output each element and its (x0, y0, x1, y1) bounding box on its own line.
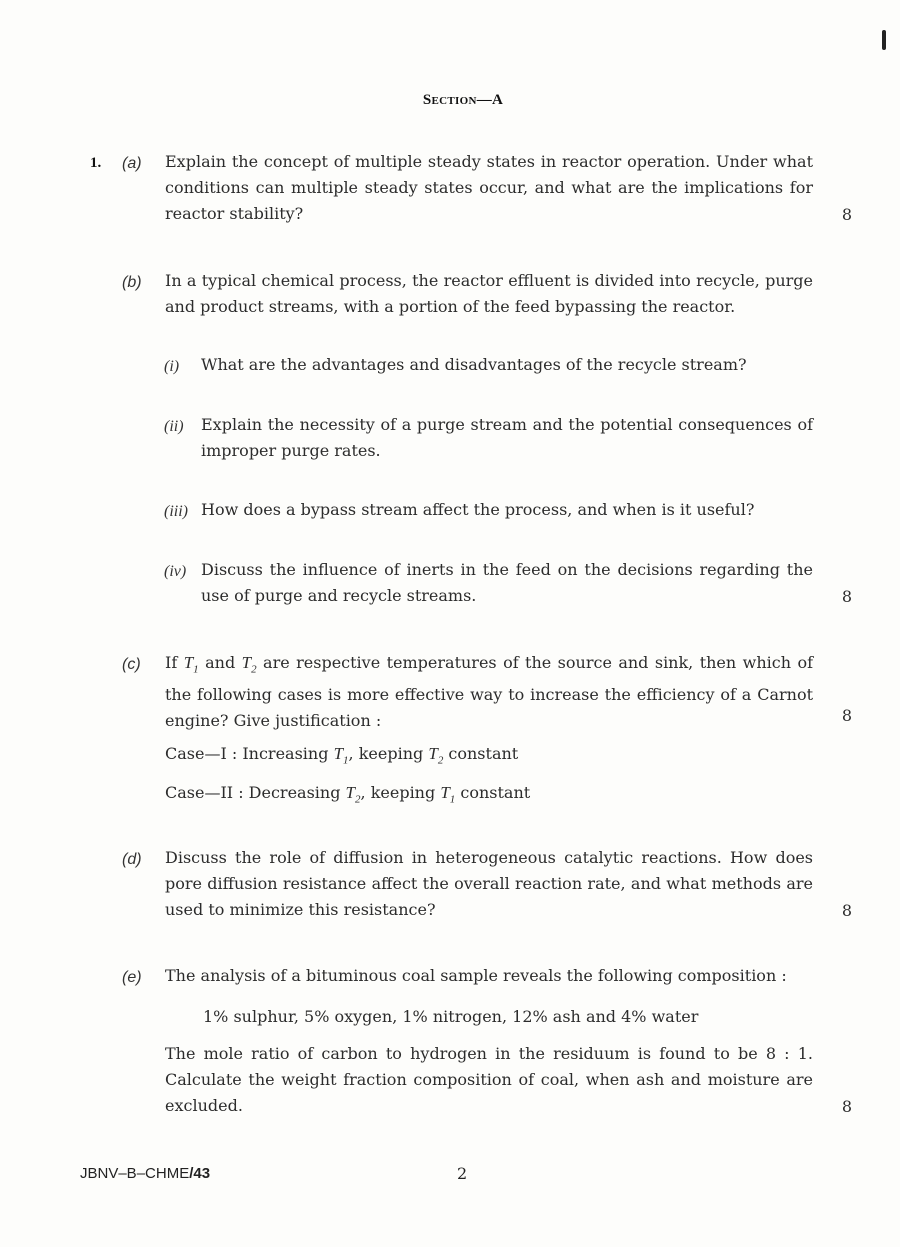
part-b-ii-text: Explain the necessity of a purge stream and the potential consequences of improper purge rates. (201, 415, 813, 460)
part-d-text: Discuss the role of diffusion in heterogeneous catalytic reactions. How does pore diffusion resistance affect the overall reaction rate, and what methods are used to minimize this resistance? (165, 848, 813, 919)
part-b-text: In a typical chemical process, the reactor effluent is divided into recycle, purge and product streams, with a portion of the feed bypassing the reactor. (165, 271, 813, 316)
temperature-t2: $T_2$ (241, 653, 257, 676)
part-a-marks: 8 (841, 205, 852, 224)
case-2: Case—II : Decreasing $T_2$, keeping $T_1$ constant (165, 783, 531, 806)
part-b-label: (b) (122, 274, 142, 291)
scan-mark (882, 30, 886, 50)
part-b-i-text: What are the advantages and disadvantages of the recycle stream? (201, 355, 747, 374)
part-b-ii-label: (ii) (164, 418, 184, 435)
part-c-text (165, 650, 813, 734)
part-e-marks: 8 (841, 1097, 852, 1116)
part-b-i-label: (i) (164, 358, 180, 375)
temperature-t1: $T_1$ (183, 653, 199, 676)
question-number: 1. (90, 155, 102, 171)
part-c-marks: 8 (841, 706, 852, 725)
page-number: 2 (457, 1164, 468, 1183)
part-b-iii-label: (iii) (164, 503, 188, 520)
part-c-rest: are respective temperatures of the source and sink, then which of the following cases is more effective way to increase the efficiency of a Carnot engine? Give justification : (165, 653, 813, 731)
part-b-iii-text: How does a bypass stream affect the process, and when is it useful? (201, 500, 755, 519)
part-a-text: Explain the concept of multiple steady states in reactor operation. Under what conditions can multiple steady states occur, and what are the implications for reactor stability? (165, 152, 813, 223)
part-c-if: If (165, 653, 178, 672)
part-c-and: and (205, 653, 236, 672)
part-b-iv-text: Discuss the influence of inerts in the feed on the decisions regarding the use of purge and recycle streams. (201, 560, 813, 605)
part-e-composition: 1% sulphur, 5% oxygen, 1% nitrogen, 12% ash and 4% water (203, 1007, 699, 1026)
part-e-text: The analysis of a bituminous coal sample reveals the following composition : (165, 966, 787, 985)
part-a-label: (a) (122, 155, 142, 172)
part-c-label: (c) (122, 656, 141, 673)
paper-code: JBNV–B–CHME/43 (80, 1165, 211, 1182)
case-1: Case—I : Increasing $T_1$, keeping $T_2$ constant (165, 744, 519, 767)
part-e-label: (e) (122, 969, 142, 986)
part-b-iv-label: (iv) (164, 563, 187, 580)
part-d-label: (d) (122, 851, 142, 868)
part-b-marks: 8 (841, 587, 852, 606)
section-title: Section—A (422, 92, 504, 108)
part-d-marks: 8 (841, 901, 852, 920)
part-e-text2: The mole ratio of carbon to hydrogen in the residuum is found to be 8 : 1. Calculate the weight fraction composition of coal, when ash and moisture are excluded. (165, 1044, 813, 1115)
